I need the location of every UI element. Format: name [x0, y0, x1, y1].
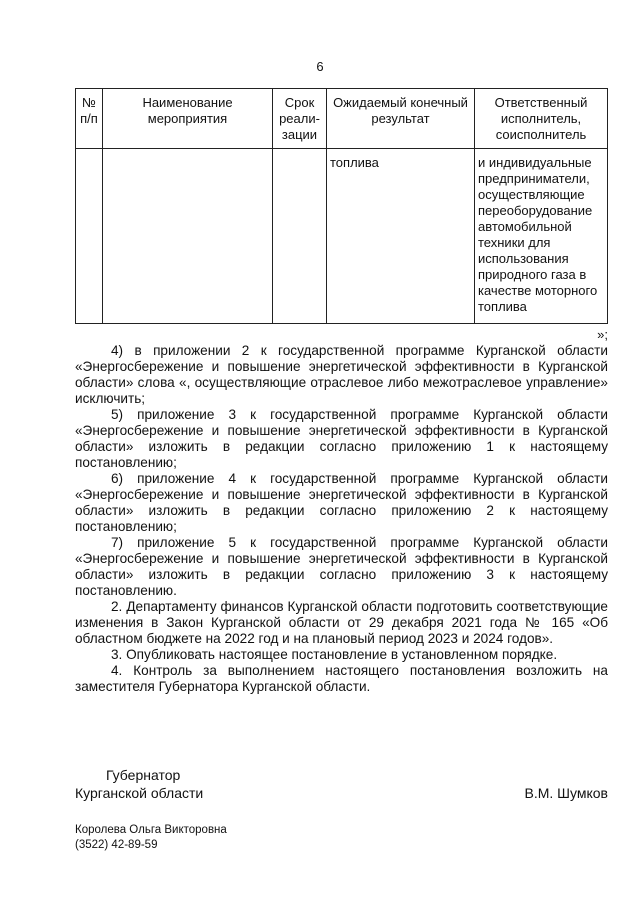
- contact-info: [75, 823, 227, 853]
- cell-expected-result: топлива: [327, 149, 475, 324]
- resolution-body: [75, 343, 608, 695]
- signatory-title: [75, 766, 203, 802]
- cell-number: [76, 149, 103, 324]
- table-header-row: [76, 89, 608, 149]
- header-activity-name: Наименование мероприятия: [103, 89, 273, 149]
- cell-term: [273, 149, 327, 324]
- header-term: Срок реали-зации: [273, 89, 327, 149]
- paragraph-item-4: 4) в приложении 2 к государственной программе Курганской области «Энергосбережение и повышение энергетической эффективности в Курганской области» слова «, осуществляющие отраслевое либо межотраслевое управление» исключить;: [75, 343, 608, 406]
- header-number: № п/п: [76, 89, 103, 149]
- paragraph-point-2: 2. Департаменту финансов Курганской области подготовить соответствующие изменения в Закон Курганской области от 29 декабря 2021 года № 165 «Об областном бюджете на 2022 год и на плановый период 2023 и 2024 годов».: [75, 599, 608, 646]
- page-number: 6: [316, 59, 324, 74]
- paragraph-point-4: 4. Контроль за выполнением настоящего постановления возложить на заместителя Губернатора Курганской области.: [75, 663, 608, 694]
- header-executor: Ответственный исполнитель, соисполнитель: [475, 89, 608, 149]
- header-expected-result: Ожидаемый конечный результат: [327, 89, 475, 149]
- table-closing-mark: »;: [597, 327, 608, 342]
- paragraph-item-6: 6) приложение 4 к государственной программе Курганской области «Энергосбережение и повышение энергетической эффективности в Курганской области» изложить в редакции согласно приложению 2 к настоящему постановлению;: [75, 471, 608, 534]
- paragraph-point-3: 3. Опубликовать настоящее постановление в установленном порядке.: [111, 647, 558, 662]
- program-table: [75, 88, 608, 324]
- signatory-name: В.М. Шумков: [524, 785, 608, 801]
- signatory-title-line2: Курганской области: [75, 785, 204, 801]
- paragraph-item-5: 5) приложение 3 к государственной программе Курганской области «Энергосбережение и повышение энергетической эффективности в Курганской области» изложить в редакции согласно приложению 1 к настоящему постановлению;: [75, 407, 608, 470]
- cell-activity-name: [103, 149, 273, 324]
- cell-executor: и индивидуальные предприниматели, осуществляющие переоборудование автомобильной техники для использования природного газа в качестве моторного топлива: [475, 149, 608, 324]
- table-row: [76, 149, 608, 324]
- paragraph-item-7: 7) приложение 5 к государственной программе Курганской области «Энергосбережение и повышение энергетической эффективности в Курганской области» изложить в редакции согласно приложению 3 к настоящему постановлению.: [75, 535, 608, 598]
- contact-phone: (3522) 42-89-59: [75, 839, 158, 851]
- signatory-title-line1: Губернатор: [106, 767, 181, 783]
- contact-name: Королева Ольга Викторовна: [75, 824, 227, 836]
